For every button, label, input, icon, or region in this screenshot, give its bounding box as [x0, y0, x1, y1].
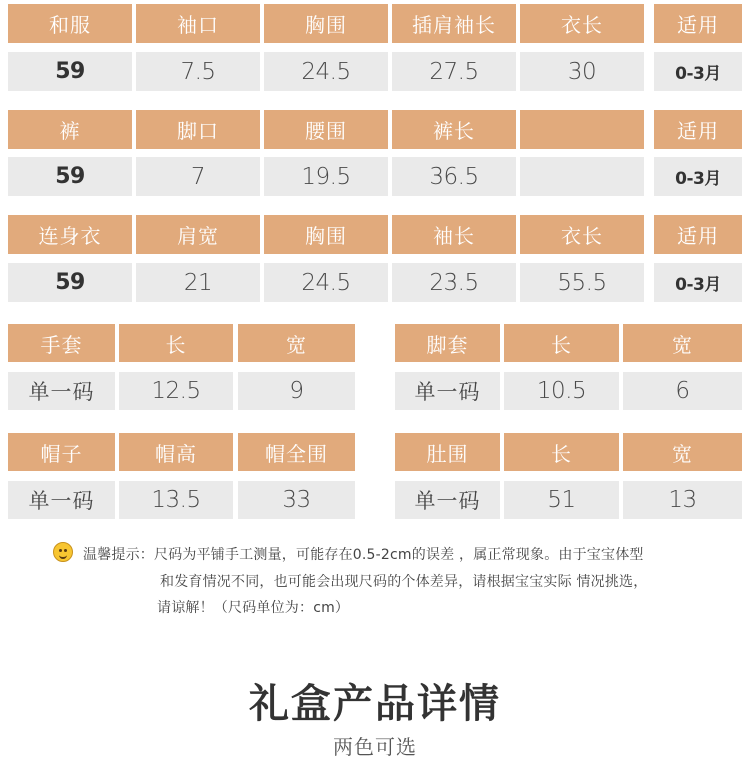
kimono-header-name: 和服 [8, 4, 132, 43]
pants-header-empty [520, 110, 644, 149]
pants-header-hem: 脚口 [136, 110, 260, 149]
kimono-size: 59 [8, 52, 132, 91]
kimono-header-age: 适用 [654, 4, 742, 43]
pants-waist: 19.5 [264, 157, 388, 196]
kimono-age: 0-3月 [654, 52, 742, 91]
tip-line-3: 请谅解！（尺码单位为：cm） [157, 600, 350, 616]
romper-age: 0-3月 [654, 263, 742, 302]
pants-age: 0-3月 [654, 157, 742, 196]
smiley-icon [53, 542, 73, 562]
kimono-cuff: 7.5 [136, 52, 260, 91]
gloves-header-length: 长 [119, 324, 233, 362]
hat-header-circumference: 帽全围 [238, 433, 355, 471]
pants-size: 59 [8, 157, 132, 196]
bellyband-header-name: 肚围 [395, 433, 500, 471]
kimono-header-raglan-sleeve: 插肩袖长 [392, 4, 516, 43]
tip-line-2: 和发育情况不同，也可能会出现尺码的个体差异，请根据宝宝实际 情况挑选， [160, 574, 648, 590]
section-title: 礼盒产品详情 [249, 681, 501, 727]
kimono-header-cuff: 袖口 [136, 4, 260, 43]
gloves-size: 单一码 [8, 372, 115, 410]
romper-header-length: 衣长 [520, 215, 644, 254]
romper-sleeve: 23.5 [392, 263, 516, 302]
bellyband-length: 51 [504, 481, 619, 519]
kimono-raglan-sleeve: 27.5 [392, 52, 516, 91]
section-subtitle: 两色可选 [333, 735, 417, 759]
romper-chest: 24.5 [264, 263, 388, 302]
kimono-length: 30 [520, 52, 644, 91]
hat-circumference: 33 [238, 481, 355, 519]
gloves-width: 9 [238, 372, 355, 410]
socks-width: 6 [623, 372, 742, 410]
romper-header-age: 适用 [654, 215, 742, 254]
tip-line-1: 温馨提示：尺码为平铺手工测量，可能存在0.5-2cm的误差 ，属正常现象。由于宝宝体型 [83, 547, 644, 563]
kimono-chest: 24.5 [264, 52, 388, 91]
socks-header-name: 脚套 [395, 324, 500, 362]
hat-size: 单一码 [8, 481, 115, 519]
socks-size: 单一码 [395, 372, 500, 410]
hat-height: 13.5 [119, 481, 233, 519]
gloves-header-name: 手套 [8, 324, 115, 362]
socks-header-length: 长 [504, 324, 619, 362]
kimono-header-length: 衣长 [520, 4, 644, 43]
romper-size: 59 [8, 263, 132, 302]
romper-header-sleeve: 袖长 [392, 215, 516, 254]
bellyband-header-width: 宽 [623, 433, 742, 471]
pants-header-waist: 腰围 [264, 110, 388, 149]
pants-header-name: 裤 [8, 110, 132, 149]
socks-length: 10.5 [504, 372, 619, 410]
bellyband-header-length: 长 [504, 433, 619, 471]
hat-header-height: 帽高 [119, 433, 233, 471]
pants-hem: 7 [136, 157, 260, 196]
kimono-header-chest: 胸围 [264, 4, 388, 43]
romper-length: 55.5 [520, 263, 644, 302]
romper-header-name: 连身衣 [8, 215, 132, 254]
gloves-header-width: 宽 [238, 324, 355, 362]
pants-length: 36.5 [392, 157, 516, 196]
romper-header-shoulder: 肩宽 [136, 215, 260, 254]
romper-header-chest: 胸围 [264, 215, 388, 254]
pants-header-age: 适用 [654, 110, 742, 149]
pants-header-length: 裤长 [392, 110, 516, 149]
bellyband-width: 13 [623, 481, 742, 519]
socks-header-width: 宽 [623, 324, 742, 362]
pants-empty [520, 157, 644, 196]
romper-shoulder: 21 [136, 263, 260, 302]
gloves-length: 12.5 [119, 372, 233, 410]
bellyband-size: 单一码 [395, 481, 500, 519]
hat-header-name: 帽子 [8, 433, 115, 471]
